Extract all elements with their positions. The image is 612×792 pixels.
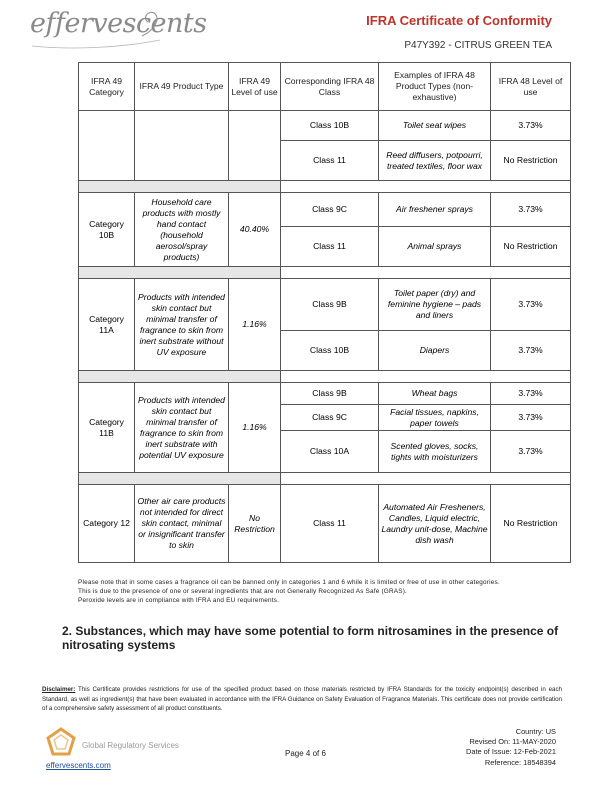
- table-spacer-row: [79, 371, 571, 383]
- table-row: [79, 111, 571, 141]
- certificate-title: IFRA Certificate of Conformity: [366, 13, 552, 28]
- level-cell: No Restriction: [229, 485, 281, 563]
- grs-pentagon-icon: [46, 727, 76, 757]
- category-cell: Category 11A: [79, 279, 135, 371]
- header-ifra48-class: Corresponding IFRA 48 Class: [281, 63, 379, 111]
- example-cell: Toilet paper (dry) and feminine hygiene – pads and liners: [379, 279, 491, 331]
- class-cell: Class 11: [281, 227, 379, 267]
- level-cell: 40.40%: [229, 193, 281, 267]
- product-type-cell: Products with intended skin contact but minimal transfer of fragrance to skin from inert substrate without UV exposure: [135, 279, 229, 371]
- disclaimer: [42, 685, 562, 714]
- example-cell: Wheat bags: [379, 383, 491, 405]
- class-cell: Class 10B: [281, 111, 379, 141]
- example-cell: Reed diffusers, potpourri, treated textiles, floor wax: [379, 141, 491, 181]
- ifra48-level-cell: 3.73%: [491, 405, 571, 431]
- disclaimer-text: This Certificate provides restrictions for use of the specified product based on those materials restricted by IFRA Standards for the toxicity endpoint(s) described in each Standard, as well as ingredient(s) that have been evaluated in accordance with the IFRA Guidance on Safety Evaluation of Fragrance Materials. This certificate does not provide certification of a comprehensive safety assessment of all product constituents.: [42, 686, 562, 712]
- meta-issue-date: Date of Issue: 12-Feb-2021: [466, 747, 556, 757]
- website-link[interactable]: effervescents.com: [46, 761, 111, 770]
- usage-notes: [78, 578, 578, 605]
- table-row: [79, 383, 571, 405]
- ifra48-level-cell: 3.73%: [491, 331, 571, 371]
- example-cell: Automated Air Fresheners, Candles, Liquid electric, Laundry unit-dose, Machine dish wash: [379, 485, 491, 563]
- class-cell: Class 10A: [281, 431, 379, 473]
- meta-country: Country: US: [515, 727, 556, 736]
- table-header-row: [79, 63, 571, 111]
- ifra48-level-cell: 3.73%: [491, 193, 571, 227]
- ifra-table: [78, 62, 571, 563]
- table-row: [79, 485, 571, 563]
- meta-reference: Reference: 18548394: [484, 757, 556, 767]
- document-meta: [376, 727, 556, 768]
- header-level: IFRA 49 Level of use: [229, 63, 281, 111]
- ifra48-level-cell: 3.73%: [491, 111, 571, 141]
- page-number: Page 4 of 6: [285, 749, 326, 758]
- ifra48-level-cell: 3.73%: [491, 383, 571, 405]
- category-cell: [79, 111, 135, 181]
- product-type-cell: Other air care products not intended for direct skin contact, minimal or insignificant transfer to skin: [135, 485, 229, 563]
- class-cell: Class 9C: [281, 193, 379, 227]
- category-cell: Category 10B: [79, 193, 135, 267]
- meta-revised: Revised On: 11-MAY-2020: [469, 737, 556, 747]
- class-cell: Class 11: [281, 141, 379, 181]
- example-cell: Air freshener sprays: [379, 193, 491, 227]
- product-type-cell: Products with intended skin contact but minimal transfer of fragrance to skin from inert substrate with potential UV exposure: [135, 383, 229, 473]
- class-cell: Class 11: [281, 485, 379, 563]
- level-cell: 1.16%: [229, 383, 281, 473]
- grs-label: Global Regulatory Services: [82, 741, 179, 750]
- effervescents-logo: [30, 6, 207, 50]
- note-line: Peroxide levels are in compliance with IFRA and EU requirements.: [78, 597, 280, 604]
- product-type-cell: [135, 111, 229, 181]
- header-examples: Examples of IFRA 48 Product Types (non-exhaustive): [379, 63, 491, 111]
- table-spacer-row: [79, 473, 571, 485]
- header-product-type: IFRA 49 Product Type: [135, 63, 229, 111]
- table-spacer-row: [79, 181, 571, 193]
- class-cell: Class 9B: [281, 383, 379, 405]
- category-cell: Category 12: [79, 485, 135, 563]
- header-category: IFRA 49 Category: [79, 63, 135, 111]
- class-cell: Class 9C: [281, 405, 379, 431]
- ifra48-level-cell: No Restriction: [491, 227, 571, 267]
- table-row: [79, 279, 571, 331]
- note-line: Please note that in some cases a fragrance oil can be banned only in categories 1 and 6 while it is limited or free of use in other categories.: [78, 579, 500, 586]
- ifra48-level-cell: 3.73%: [491, 279, 571, 331]
- ifra48-level-cell: No Restriction: [491, 485, 571, 563]
- class-cell: Class 9B: [281, 279, 379, 331]
- ifra48-level-cell: No Restriction: [491, 141, 571, 181]
- level-cell: 1.16%: [229, 279, 281, 371]
- category-cell: Category 11B: [79, 383, 135, 473]
- example-cell: Animal sprays: [379, 227, 491, 267]
- section-heading: 2. Substances, which may have some potential to form nitrosamines in the presence of nitrosating systems: [62, 624, 559, 652]
- product-type-cell: Household care products with mostly hand contact (household aerosol/spray products): [135, 193, 229, 267]
- level-cell: [229, 111, 281, 181]
- logo-text: effervescents: [30, 8, 207, 39]
- example-cell: Diapers: [379, 331, 491, 371]
- example-cell: Facial tissues, napkins, paper towels: [379, 405, 491, 431]
- class-cell: Class 10B: [281, 331, 379, 371]
- table-row: [79, 193, 571, 227]
- table-spacer-row: [79, 267, 571, 279]
- example-cell: Scented gloves, socks, tights with moisturizers: [379, 431, 491, 473]
- disclaimer-label: Disclaimer:: [42, 686, 76, 693]
- note-line: This is due to the presence of one or several ingredients that are not Generally Recognized As Safe (GRAS).: [78, 588, 408, 595]
- header-ifra48-level: IFRA 48 Level of use: [491, 63, 571, 111]
- example-cell: Toilet seat wipes: [379, 111, 491, 141]
- ifra48-level-cell: 3.73%: [491, 431, 571, 473]
- product-code: P47Y392 - CITRUS GREEN TEA: [404, 40, 552, 51]
